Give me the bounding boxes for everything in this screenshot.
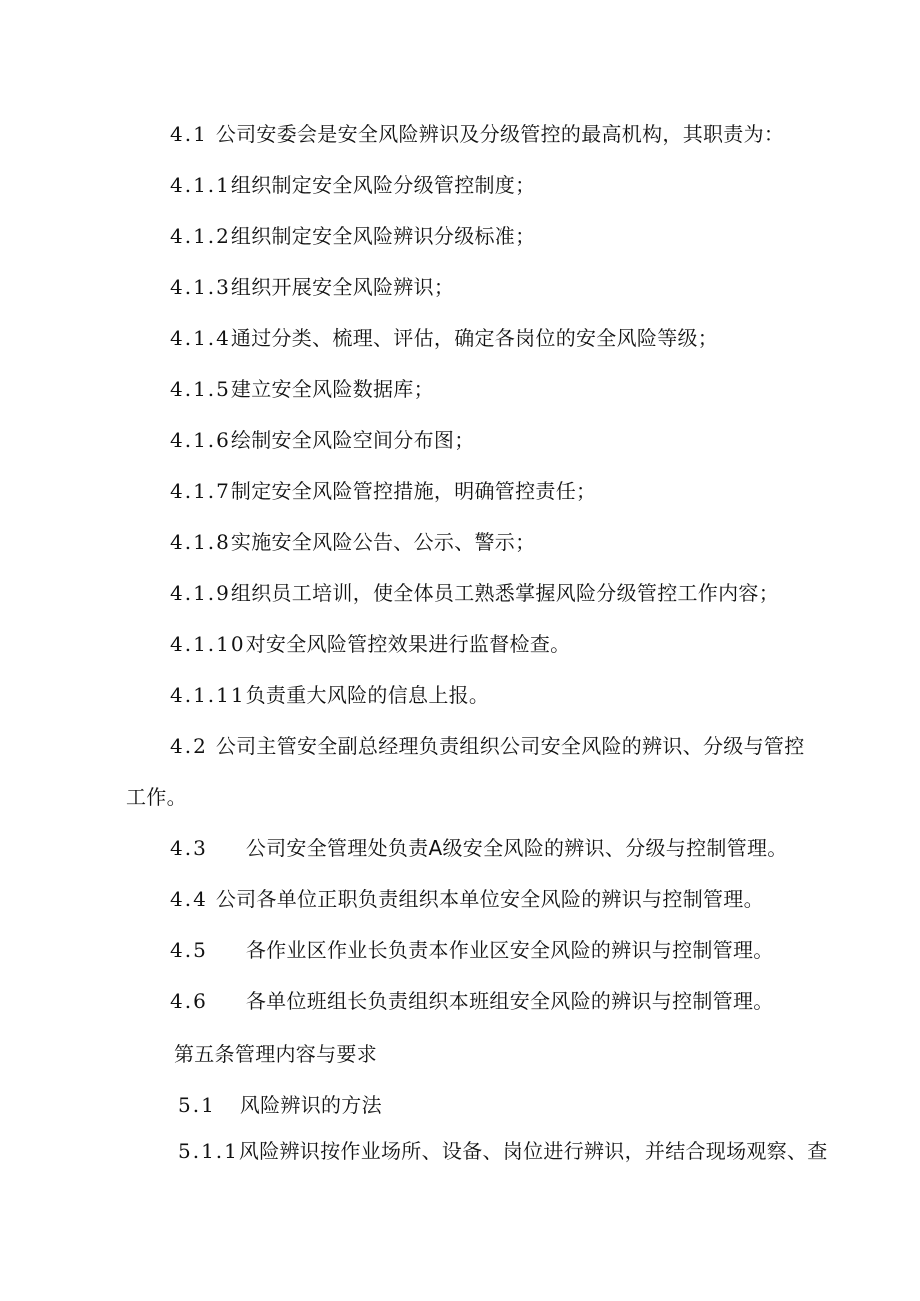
clause-text: 绘制安全风险空间分布图；	[230, 428, 475, 452]
clause-4-2	[170, 733, 805, 759]
clause-4-1-8	[170, 529, 535, 555]
clause-4-1-4	[170, 325, 718, 351]
article-5-heading	[174, 1041, 377, 1067]
clause-number: 5.1	[178, 1093, 216, 1117]
clause-number: 4.1	[170, 122, 208, 146]
clause-number: 4.1.11	[170, 683, 246, 707]
clause-number: 4.1.2	[170, 224, 231, 248]
clause-number: 4.3	[170, 836, 208, 860]
clause-text: 负责重大风险的信息上报。	[245, 683, 490, 707]
clause-text: 对安全风险管控效果进行监督检查。	[245, 632, 571, 656]
clause-4-1-5	[170, 376, 434, 402]
clause-4-1-7	[170, 478, 596, 504]
clause-4-1	[170, 121, 784, 147]
clause-text: 制定安全风险管控措施，明确管控责任；	[230, 479, 597, 503]
clause-text: 各单位班组长负责组织本班组安全风险的辨识与控制管理。	[245, 989, 774, 1013]
clause-4-3	[170, 835, 788, 861]
clause-number: 4.2	[170, 734, 208, 758]
clause-text: 实施安全风险公告、公示、警示；	[230, 530, 536, 554]
clause-text: 风险辨识的方法	[239, 1093, 382, 1117]
clause-number: 4.1.5	[170, 377, 231, 401]
clause-4-6	[170, 988, 774, 1014]
clause-number: 4.4	[170, 887, 208, 911]
clause-4-2-continuation	[126, 784, 187, 810]
clause-4-4	[170, 886, 764, 912]
clause-4-1-6	[170, 427, 475, 453]
clause-number: 4.1.8	[170, 530, 231, 554]
clause-number: 4.1.1	[170, 173, 231, 197]
clause-text: 风险辨识按作业场所、设备、岗位进行辨识，并结合现场观察、查	[238, 1139, 828, 1163]
clause-number: 4.1.3	[170, 275, 231, 299]
clause-4-1-2	[170, 223, 535, 249]
clause-number: 4.5	[170, 938, 208, 962]
clause-text: 各作业区作业长负责本作业区安全风险的辨识与控制管理。	[245, 938, 774, 962]
clause-4-1-9	[170, 580, 779, 606]
clause-5-1-1	[178, 1138, 828, 1164]
clause-4-1-10	[170, 631, 570, 657]
clause-text: 公司安全管理处负责A级安全风险的辨识、分级与控制管理。	[245, 836, 788, 860]
clause-text: 通过分类、梳理、评估，确定各岗位的安全风险等级；	[230, 326, 719, 350]
clause-4-1-11	[170, 682, 489, 708]
clause-text: 组织员工培训，使全体员工熟悉掌握风险分级管控工作内容；	[230, 581, 779, 605]
clause-text: 工作。	[126, 785, 187, 809]
clause-4-1-1	[170, 172, 535, 198]
clause-text: 公司主管安全副总经理负责组织公司安全风险的辨识、分级与管控	[215, 734, 805, 758]
clause-text: 公司各单位正职负责组织本单位安全风险的辨识与控制管理。	[215, 887, 764, 911]
section-heading: 第五条管理内容与要求	[174, 1042, 377, 1066]
clause-number: 4.1.10	[170, 632, 246, 656]
clause-number: 4.6	[170, 989, 208, 1013]
clause-4-1-3	[170, 274, 454, 300]
clause-number: 4.1.9	[170, 581, 231, 605]
clause-number: 5.1.1	[178, 1139, 239, 1163]
clause-5-1	[178, 1092, 382, 1118]
clause-text: 组织制定安全风险辨识分级标准；	[230, 224, 536, 248]
clause-number: 4.1.4	[170, 326, 231, 350]
clause-number: 4.1.7	[170, 479, 231, 503]
clause-text: 组织制定安全风险分级管控制度；	[230, 173, 536, 197]
clause-text: 公司安委会是安全风险辨识及分级管控的最高机构，其职责为：	[215, 122, 785, 146]
clause-text: 建立安全风险数据库；	[230, 377, 434, 401]
clause-4-5	[170, 937, 774, 963]
clause-number: 4.1.6	[170, 428, 231, 452]
clause-text: 组织开展安全风险辨识；	[230, 275, 455, 299]
